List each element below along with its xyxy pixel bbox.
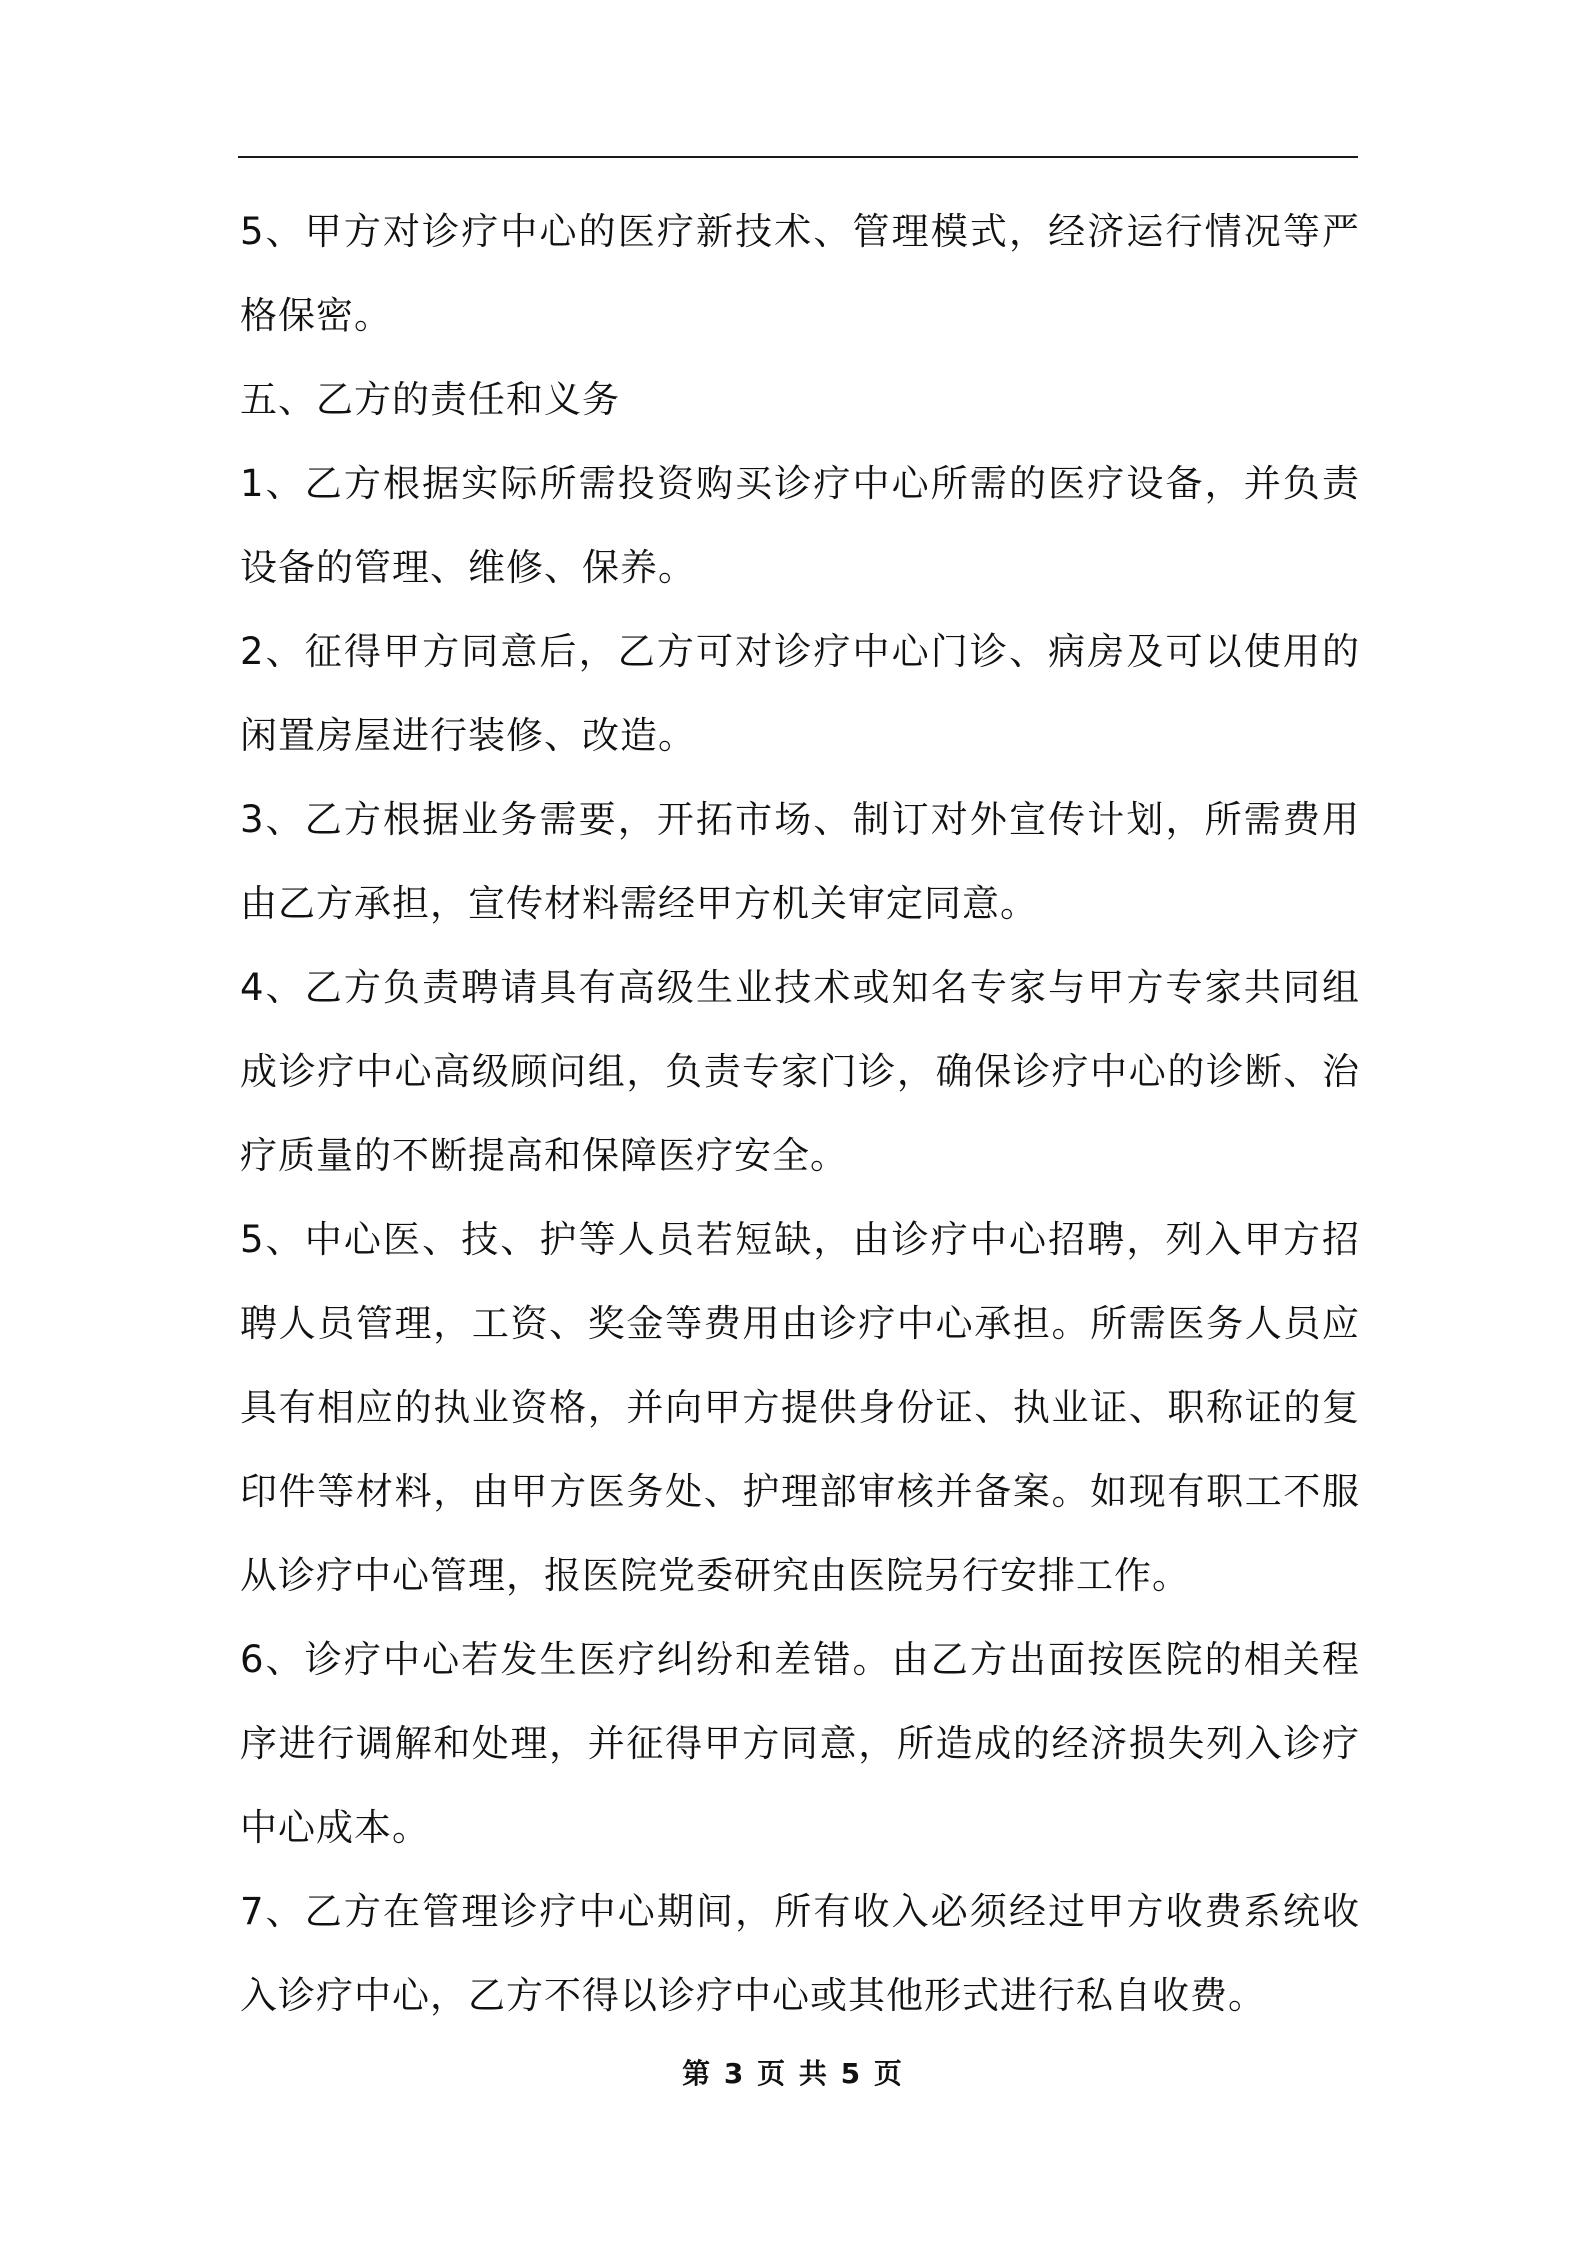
paragraph-item-2-renovation: 2、征得甲方同意后，乙方可对诊疗中心门诊、病房及可以使用的闲置房屋进行装修、改造。 bbox=[240, 630, 1360, 757]
paragraph-item-5-confidentiality: 5、甲方对诊疗中心的医疗新技术、管理模式，经济运行情况等严格保密。 bbox=[240, 210, 1360, 337]
document-body bbox=[240, 190, 1360, 2038]
paragraph-item-1-equipment: 1、乙方根据实际所需投资购买诊疗中心所需的医疗设备，并负责设备的管理、维修、保养。 bbox=[240, 462, 1360, 589]
paragraph-item-5-staffing: 5、中心医、技、护等人员若短缺，由诊疗中心招聘，列入甲方招聘人员管理，工资、奖金等费用由诊疗中心承担。所需医务人员应具有相应的执业资格，并向甲方提供身份证、执业证、职称证的复印件等材料，由甲方医务处、护理部审核并备案。如现有职工不服从诊疗中心管理，报医院党委研究由医院另行安排工作。 bbox=[240, 1218, 1360, 1597]
section-heading-party-b-duties: 五、乙方的责任和义务 bbox=[240, 378, 620, 421]
paragraph-item-6-disputes: 6、诊疗中心若发生医疗纠纷和差错。由乙方出面按医院的相关程序进行调解和处理，并征得甲方同意，所造成的经济损失列入诊疗中心成本。 bbox=[240, 1638, 1360, 1849]
header-rule bbox=[238, 156, 1358, 158]
paragraph-item-7-revenue: 7、乙方在管理诊疗中心期间，所有收入必须经过甲方收费系统收入诊疗中心，乙方不得以诊疗中心或其他形式进行私自收费。 bbox=[240, 1890, 1360, 2017]
paragraph-item-3-marketing: 3、乙方根据业务需要，开拓市场、制订对外宣传计划，所需费用由乙方承担，宣传材料需经甲方机关审定同意。 bbox=[240, 798, 1360, 925]
paragraph-item-4-experts: 4、乙方负责聘请具有高级生业技术或知名专家与甲方专家共同组成诊疗中心高级顾问组，负责专家门诊，确保诊疗中心的诊断、治疗质量的不断提高和保障医疗安全。 bbox=[240, 966, 1360, 1177]
page-number: 第 3 页 共 5 页 bbox=[682, 2057, 904, 2090]
